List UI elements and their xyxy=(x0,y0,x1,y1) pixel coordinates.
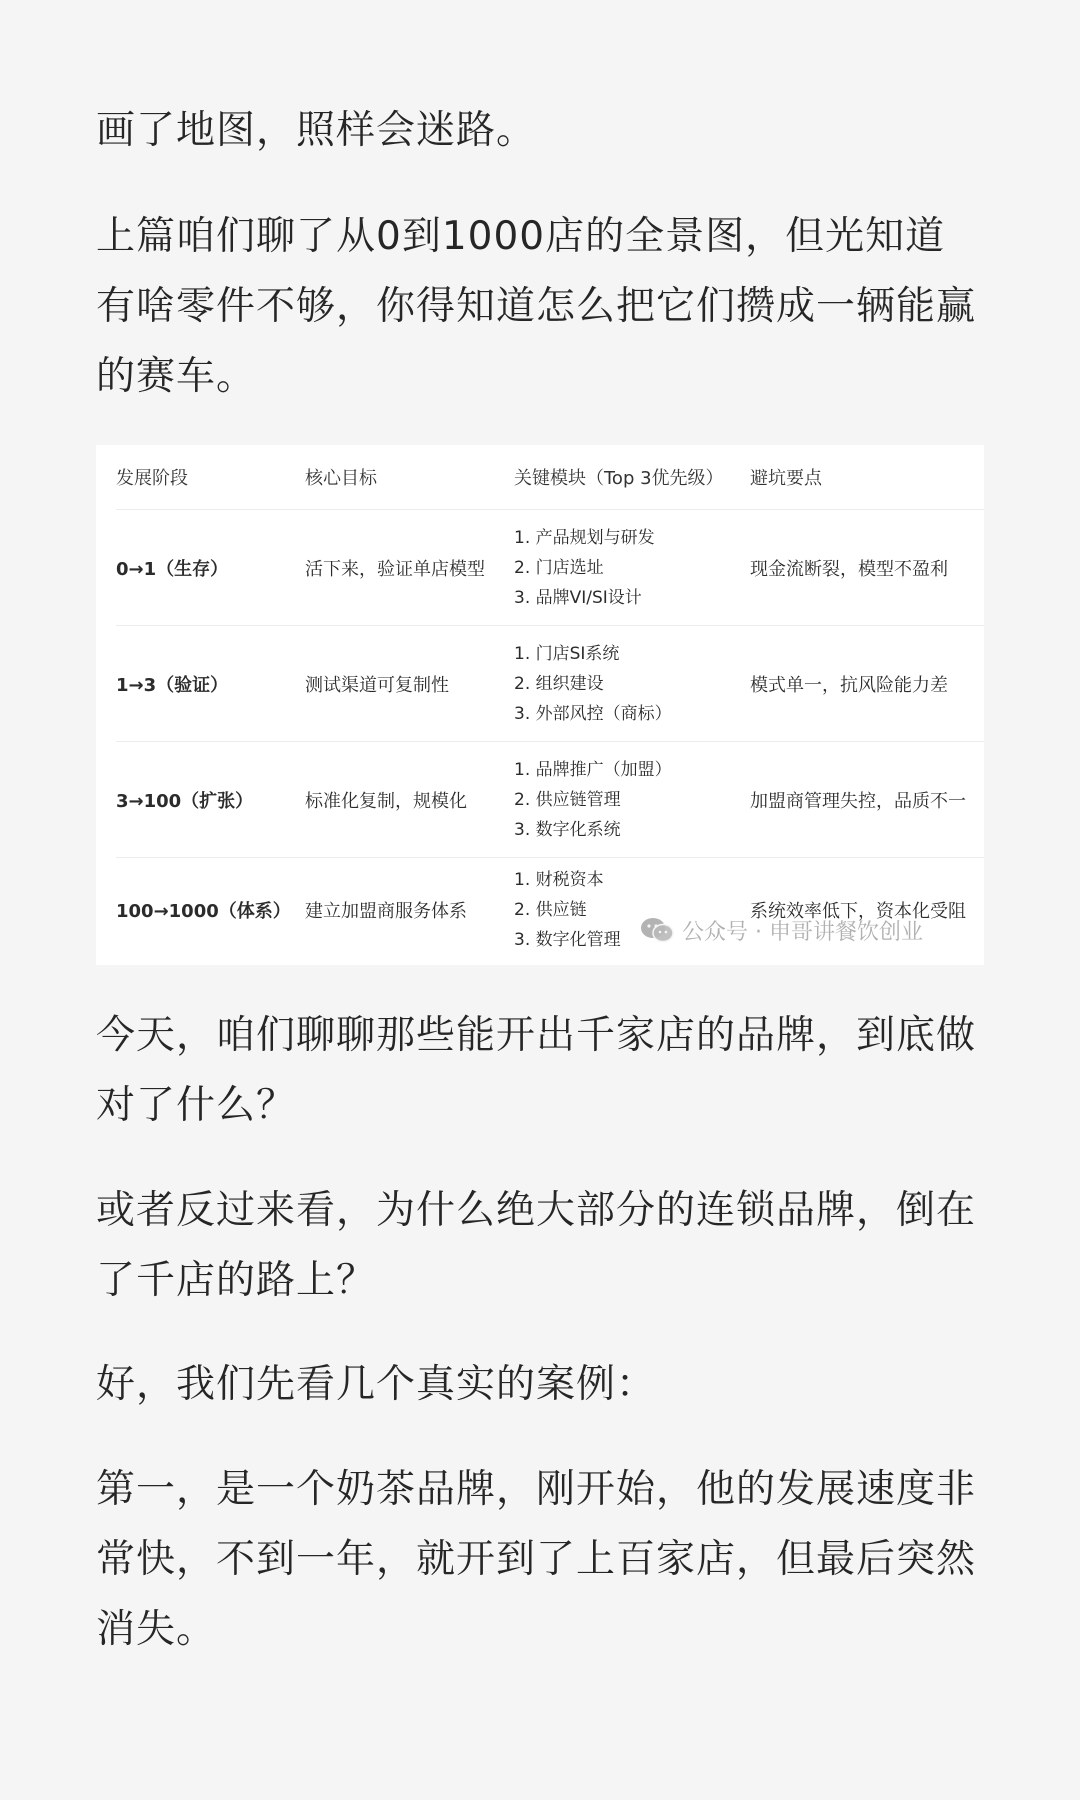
module-item: 2. 供应链管理 xyxy=(514,789,621,810)
header-modules: 关键模块（Top 3优先级） xyxy=(514,445,750,510)
goal-cell: 建立加盟商服务体系 xyxy=(305,901,467,922)
stage-cell: 1→3（验证） xyxy=(116,626,305,742)
goal-cell: 标准化复制，规模化 xyxy=(305,742,514,858)
stage-cell: 3→100（扩张） xyxy=(116,742,305,858)
module-item: 2. 组织建设 xyxy=(514,673,604,694)
table-row xyxy=(116,510,984,626)
module-item: 1. 品牌推广（加盟） xyxy=(514,759,672,780)
wechat-icon xyxy=(640,917,674,943)
paragraph-today: 今天，咱们聊聊那些能开出千家店的品牌，到底做对了什么？ xyxy=(96,1013,977,1128)
pitfall-cell: 模式单一，抗风险能力差 xyxy=(750,626,984,742)
stage-table-image xyxy=(96,445,984,965)
paragraph-reverse: 或者反过来看，为什么绝大部分的连锁品牌，倒在了千店的路上？ xyxy=(96,1188,977,1303)
watermark-text: 公众号 · 申哥讲餐饮创业 xyxy=(682,919,923,945)
pitfall-cell: 加盟商管理失控，品质不一 xyxy=(750,742,984,858)
stage-cell: 100→1000（体系） xyxy=(116,901,291,922)
module-item: 2. 供应链 xyxy=(514,900,587,920)
paragraph-intro: 画了地图，照样会迷路。 xyxy=(96,108,537,153)
watermark xyxy=(640,915,923,945)
module-item: 3. 外部风控（商标） xyxy=(514,703,672,724)
table-row xyxy=(116,626,984,742)
modules-cell xyxy=(514,858,750,963)
stage-cell: 0→1（生存） xyxy=(116,510,305,626)
paragraph-case1: 第一，是一个奶茶品牌，刚开始，他的发展速度非常快，不到一年，就开到了上百家店，但最后突然消失。 xyxy=(96,1467,977,1652)
modules-cell xyxy=(514,742,750,858)
goal-cell: 活下来，验证单店模型 xyxy=(305,510,514,626)
module-item: 3. 数字化管理 xyxy=(514,930,621,950)
goal-cell: 测试渠道可复制性 xyxy=(305,626,514,742)
pitfall-cell: 系统效率低下，资本化受阻 xyxy=(750,901,966,922)
table-row xyxy=(116,742,984,858)
paragraph-recap: 上篇咱们聊了从0到1000店的全景图，但光知道有啥零件不够，你得知道怎么把它们攒成一辆能赢的赛车。 xyxy=(96,214,977,399)
module-item: 1. 财税资本 xyxy=(514,870,604,890)
module-item: 2. 门店选址 xyxy=(514,557,604,578)
header-pitfall: 避坑要点 xyxy=(750,445,984,510)
paragraph-cases: 好，我们先看几个真实的案例： xyxy=(96,1362,657,1407)
header-stage: 发展阶段 xyxy=(116,445,305,510)
modules-cell xyxy=(514,626,750,742)
table-header-row xyxy=(116,445,984,510)
module-item: 1. 产品规划与研发 xyxy=(514,527,655,548)
header-goal: 核心目标 xyxy=(305,445,514,510)
module-item: 1. 门店SI系统 xyxy=(514,643,620,664)
pitfall-cell: 现金流断裂，模型不盈利 xyxy=(750,510,984,626)
module-item: 3. 数字化系统 xyxy=(514,819,621,840)
stage-table xyxy=(116,445,984,962)
module-item: 3. 品牌VI/SI设计 xyxy=(514,587,642,608)
table-row xyxy=(116,858,984,963)
modules-cell xyxy=(514,510,750,626)
